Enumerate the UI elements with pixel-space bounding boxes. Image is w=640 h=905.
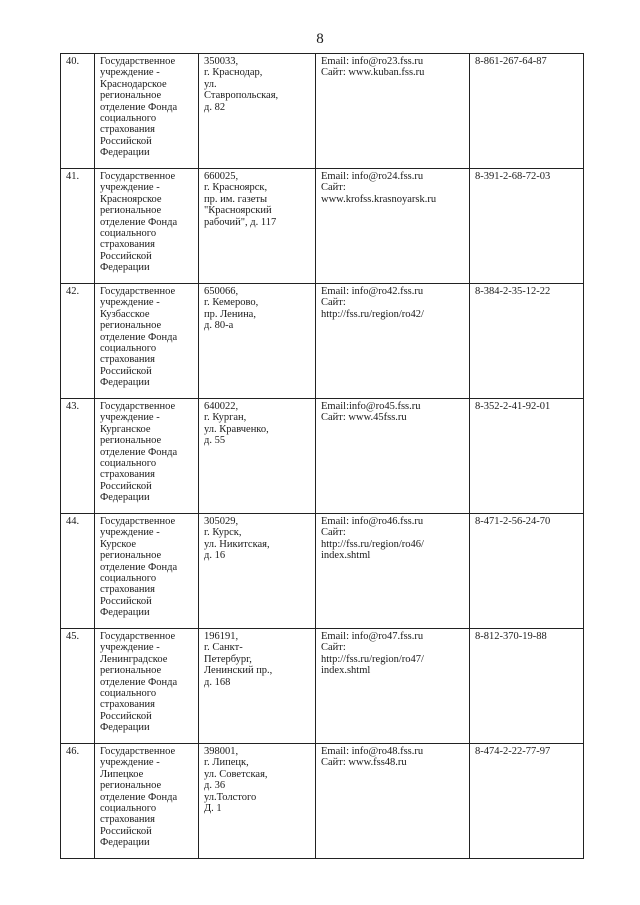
table-row — [61, 629, 584, 744]
office-contacts: Email: info@ro48.fss.ru Сайт: www.fss48.ru — [316, 744, 470, 859]
office-phone: 8-812-370-19-88 — [470, 629, 584, 744]
office-contacts: Email:info@ro45.fss.ru Сайт: www.45fss.ru — [316, 399, 470, 514]
office-address: 196191, г. Санкт- Петербург, Ленинский пр., д. 168 — [199, 629, 316, 744]
table-row — [61, 54, 584, 169]
table-row — [61, 284, 584, 399]
table-row — [61, 169, 584, 284]
office-phone: 8-384-2-35-12-22 — [470, 284, 584, 399]
row-number: 43. — [61, 399, 95, 514]
office-name: Государственное учреждение - Курганское региональное отделение Фонда социального страхования Российской Федерации — [95, 399, 199, 514]
office-phone: 8-861-267-64-87 — [470, 54, 584, 169]
office-name: Государственное учреждение - Липецкое региональное отделение Фонда социального страхования Российской Федерации — [95, 744, 199, 859]
office-phone: 8-352-2-41-92-01 — [470, 399, 584, 514]
table-row — [61, 399, 584, 514]
row-number: 40. — [61, 54, 95, 169]
office-name: Государственное учреждение - Ленинградское региональное отделение Фонда социального страхования Российской Федерации — [95, 629, 199, 744]
table-row — [61, 514, 584, 629]
office-contacts: Email: info@ro42.fss.ru Сайт: http://fss.ru/region/ro42/ — [316, 284, 470, 399]
office-phone: 8-391-2-68-72-03 — [470, 169, 584, 284]
office-address: 305029, г. Курск, ул. Никитская, д. 16 — [199, 514, 316, 629]
row-number: 44. — [61, 514, 95, 629]
office-contacts: Email: info@ro23.fss.ru Сайт: www.kuban.fss.ru — [316, 54, 470, 169]
office-address: 398001, г. Липецк, ул. Советская, д. 36 ул.Толстого Д. 1 — [199, 744, 316, 859]
office-phone: 8-474-2-22-77-97 — [470, 744, 584, 859]
office-contacts: Email: info@ro47.fss.ru Сайт: http://fss.ru/region/ro47/ index.shtml — [316, 629, 470, 744]
office-address: 660025, г. Красноярск, пр. им. газеты "Красноярский рабочий", д. 117 — [199, 169, 316, 284]
office-name: Государственное учреждение - Красноярское региональное отделение Фонда социального страхования Российской Федерации — [95, 169, 199, 284]
office-address: 350033, г. Краснодар, ул. Ставропольская, д. 82 — [199, 54, 316, 169]
office-name: Государственное учреждение - Кузбасское региональное отделение Фонда социального страхования Российской Федерации — [95, 284, 199, 399]
office-name: Государственное учреждение - Курское региональное отделение Фонда социального страхования Российской Федерации — [95, 514, 199, 629]
office-phone: 8-471-2-56-24-70 — [470, 514, 584, 629]
office-address: 640022, г. Курган, ул. Кравченко, д. 55 — [199, 399, 316, 514]
row-number: 45. — [61, 629, 95, 744]
office-address: 650066, г. Кемерово, пр. Ленина, д. 80-а — [199, 284, 316, 399]
office-contacts: Email: info@ro24.fss.ru Сайт: www.krofss.krasnoyarsk.ru — [316, 169, 470, 284]
row-number: 42. — [61, 284, 95, 399]
page-number: 8 — [316, 31, 324, 47]
office-name: Государственное учреждение - Краснодарское региональное отделение Фонда социального страхования Российской Федерации — [95, 54, 199, 169]
row-number: 41. — [61, 169, 95, 284]
regional-offices-table — [60, 53, 584, 859]
row-number: 46. — [61, 744, 95, 859]
office-contacts: Email: info@ro46.fss.ru Сайт: http://fss.ru/region/ro46/ index.shtml — [316, 514, 470, 629]
table-row — [61, 744, 584, 859]
